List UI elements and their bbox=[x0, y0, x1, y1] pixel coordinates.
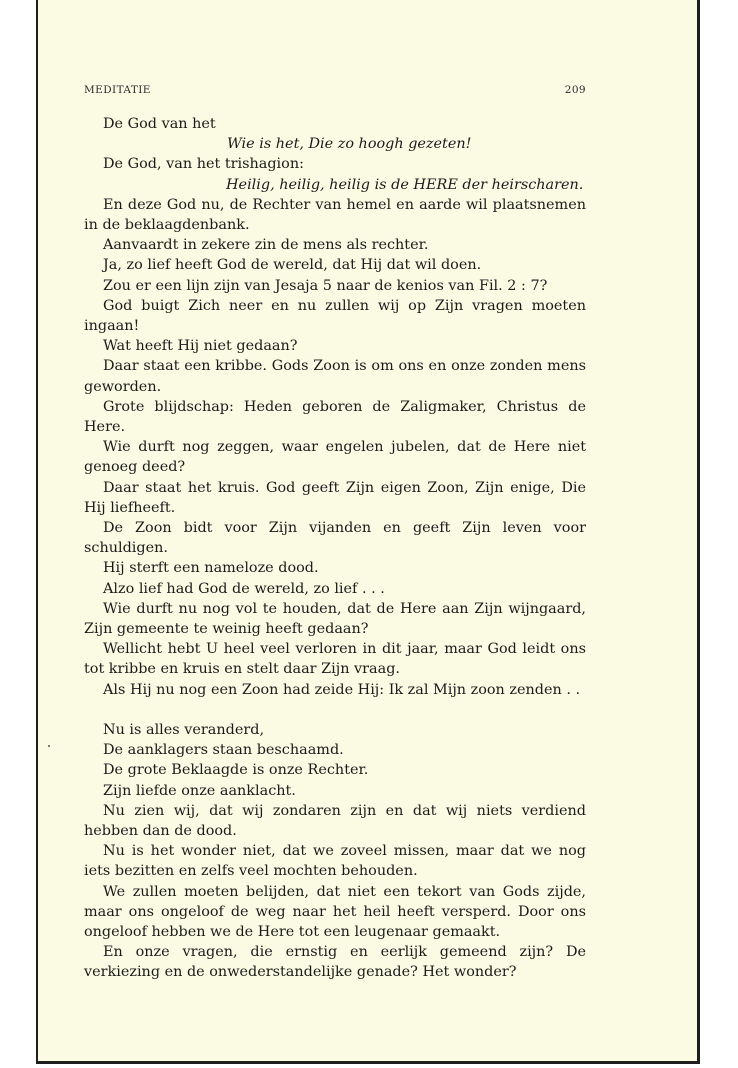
paragraph: Nu is alles veranderd, bbox=[103, 721, 265, 738]
paragraph: Ja, zo lief heeft God de wereld, dat Hij dat wil doen. bbox=[103, 257, 482, 274]
paragraph: Nu zien wij, dat wij zondaren zijn en dat wij niets verdiend hebben dan de dood. bbox=[84, 802, 586, 839]
paragraph: De God van het bbox=[103, 116, 216, 132]
stray-ink-mark bbox=[48, 745, 50, 747]
verse-line: Wie is het, Die zo hoogh gezeten! bbox=[227, 136, 472, 153]
paragraph: De grote Beklaagde is onze Rechter. bbox=[103, 762, 369, 779]
paragraph: Als Hij nu nog een Zoon had zeide Hij: Ik zal Mijn zoon zenden . . bbox=[103, 681, 581, 698]
page-number: 209 bbox=[564, 84, 586, 96]
paragraph: Alzo lief had God de wereld, zo lief . . . bbox=[103, 580, 385, 597]
paragraph: De aanklagers staan beschaamd. bbox=[103, 742, 344, 759]
body-text bbox=[84, 114, 586, 983]
verse-line: Heilig, heilig, heilig is de HERE der heirscharen. bbox=[226, 176, 584, 193]
paragraph: Aanvaardt in zekere zin de mens als rechter. bbox=[103, 237, 429, 254]
paragraph: En deze God nu, de Rechter van hemel en aarde wil plaatsnemen in de beklaagdenbank. bbox=[84, 196, 586, 234]
paragraph: Grote blijdschap: Heden geboren de Zaligmaker, Christus de Here. bbox=[84, 398, 586, 436]
paragraph: Nu is het wonder niet, dat we zoveel missen, maar dat we nog iets bezitten en zelfs veel mochten behouden. bbox=[84, 843, 586, 880]
paragraph: Daar staat een kribbe. Gods Zoon is om ons en onze zonden mens geworden. bbox=[84, 358, 586, 395]
paragraph: En onze vragen, die ernstig en eerlijk gemeend zijn? De verkiezing en de onwederstandelijke genade? Het wonder? bbox=[84, 944, 586, 981]
paragraph: We zullen moeten belijden, dat niet een tekort van Gods zijde, maar ons ongeloof de weg naar het heil heeft versperd. Door ons ongeloof hebben we de Here tot een leugenaar gemaakt. bbox=[84, 883, 586, 940]
paragraph: Wellicht hebt U heel veel verloren in dit jaar, maar God leidt ons tot kribbe en kruis en stelt daar Zijn vraag. bbox=[84, 641, 586, 678]
paragraph: Wie durft nu nog vol te houden, dat de Here aan Zijn wijngaard, Zijn gemeente te weinig heeft gedaan? bbox=[84, 600, 586, 638]
paragraph: Wat heeft Hij niet gedaan? bbox=[103, 338, 298, 355]
paragraph: De God, van het trishagion: bbox=[103, 156, 304, 173]
paragraph: Zou er een lijn zijn van Jesaja 5 naar de kenios van Fil. 2 : 7? bbox=[103, 277, 548, 294]
paragraph: Wie durft nog zeggen, waar engelen jubelen, dat de Here niet genoeg deed? bbox=[84, 439, 586, 476]
paragraph: Hij sterft een nameloze dood. bbox=[103, 560, 319, 577]
running-head: MEDITATIE bbox=[84, 84, 151, 96]
paragraph: God buigt Zich neer en nu zullen wij op Zijn vragen moeten ingaan! bbox=[84, 297, 586, 335]
paragraph: Daar staat het kruis. God geeft Zijn eigen Zoon, Zijn enige, Die Hij liefheeft. bbox=[84, 479, 586, 516]
page-header bbox=[84, 84, 586, 100]
paragraph: De Zoon bidt voor Zijn vijanden en geeft Zijn leven voor schuldigen. bbox=[84, 520, 586, 557]
paragraph: Zijn liefde onze aanklacht. bbox=[103, 782, 296, 799]
